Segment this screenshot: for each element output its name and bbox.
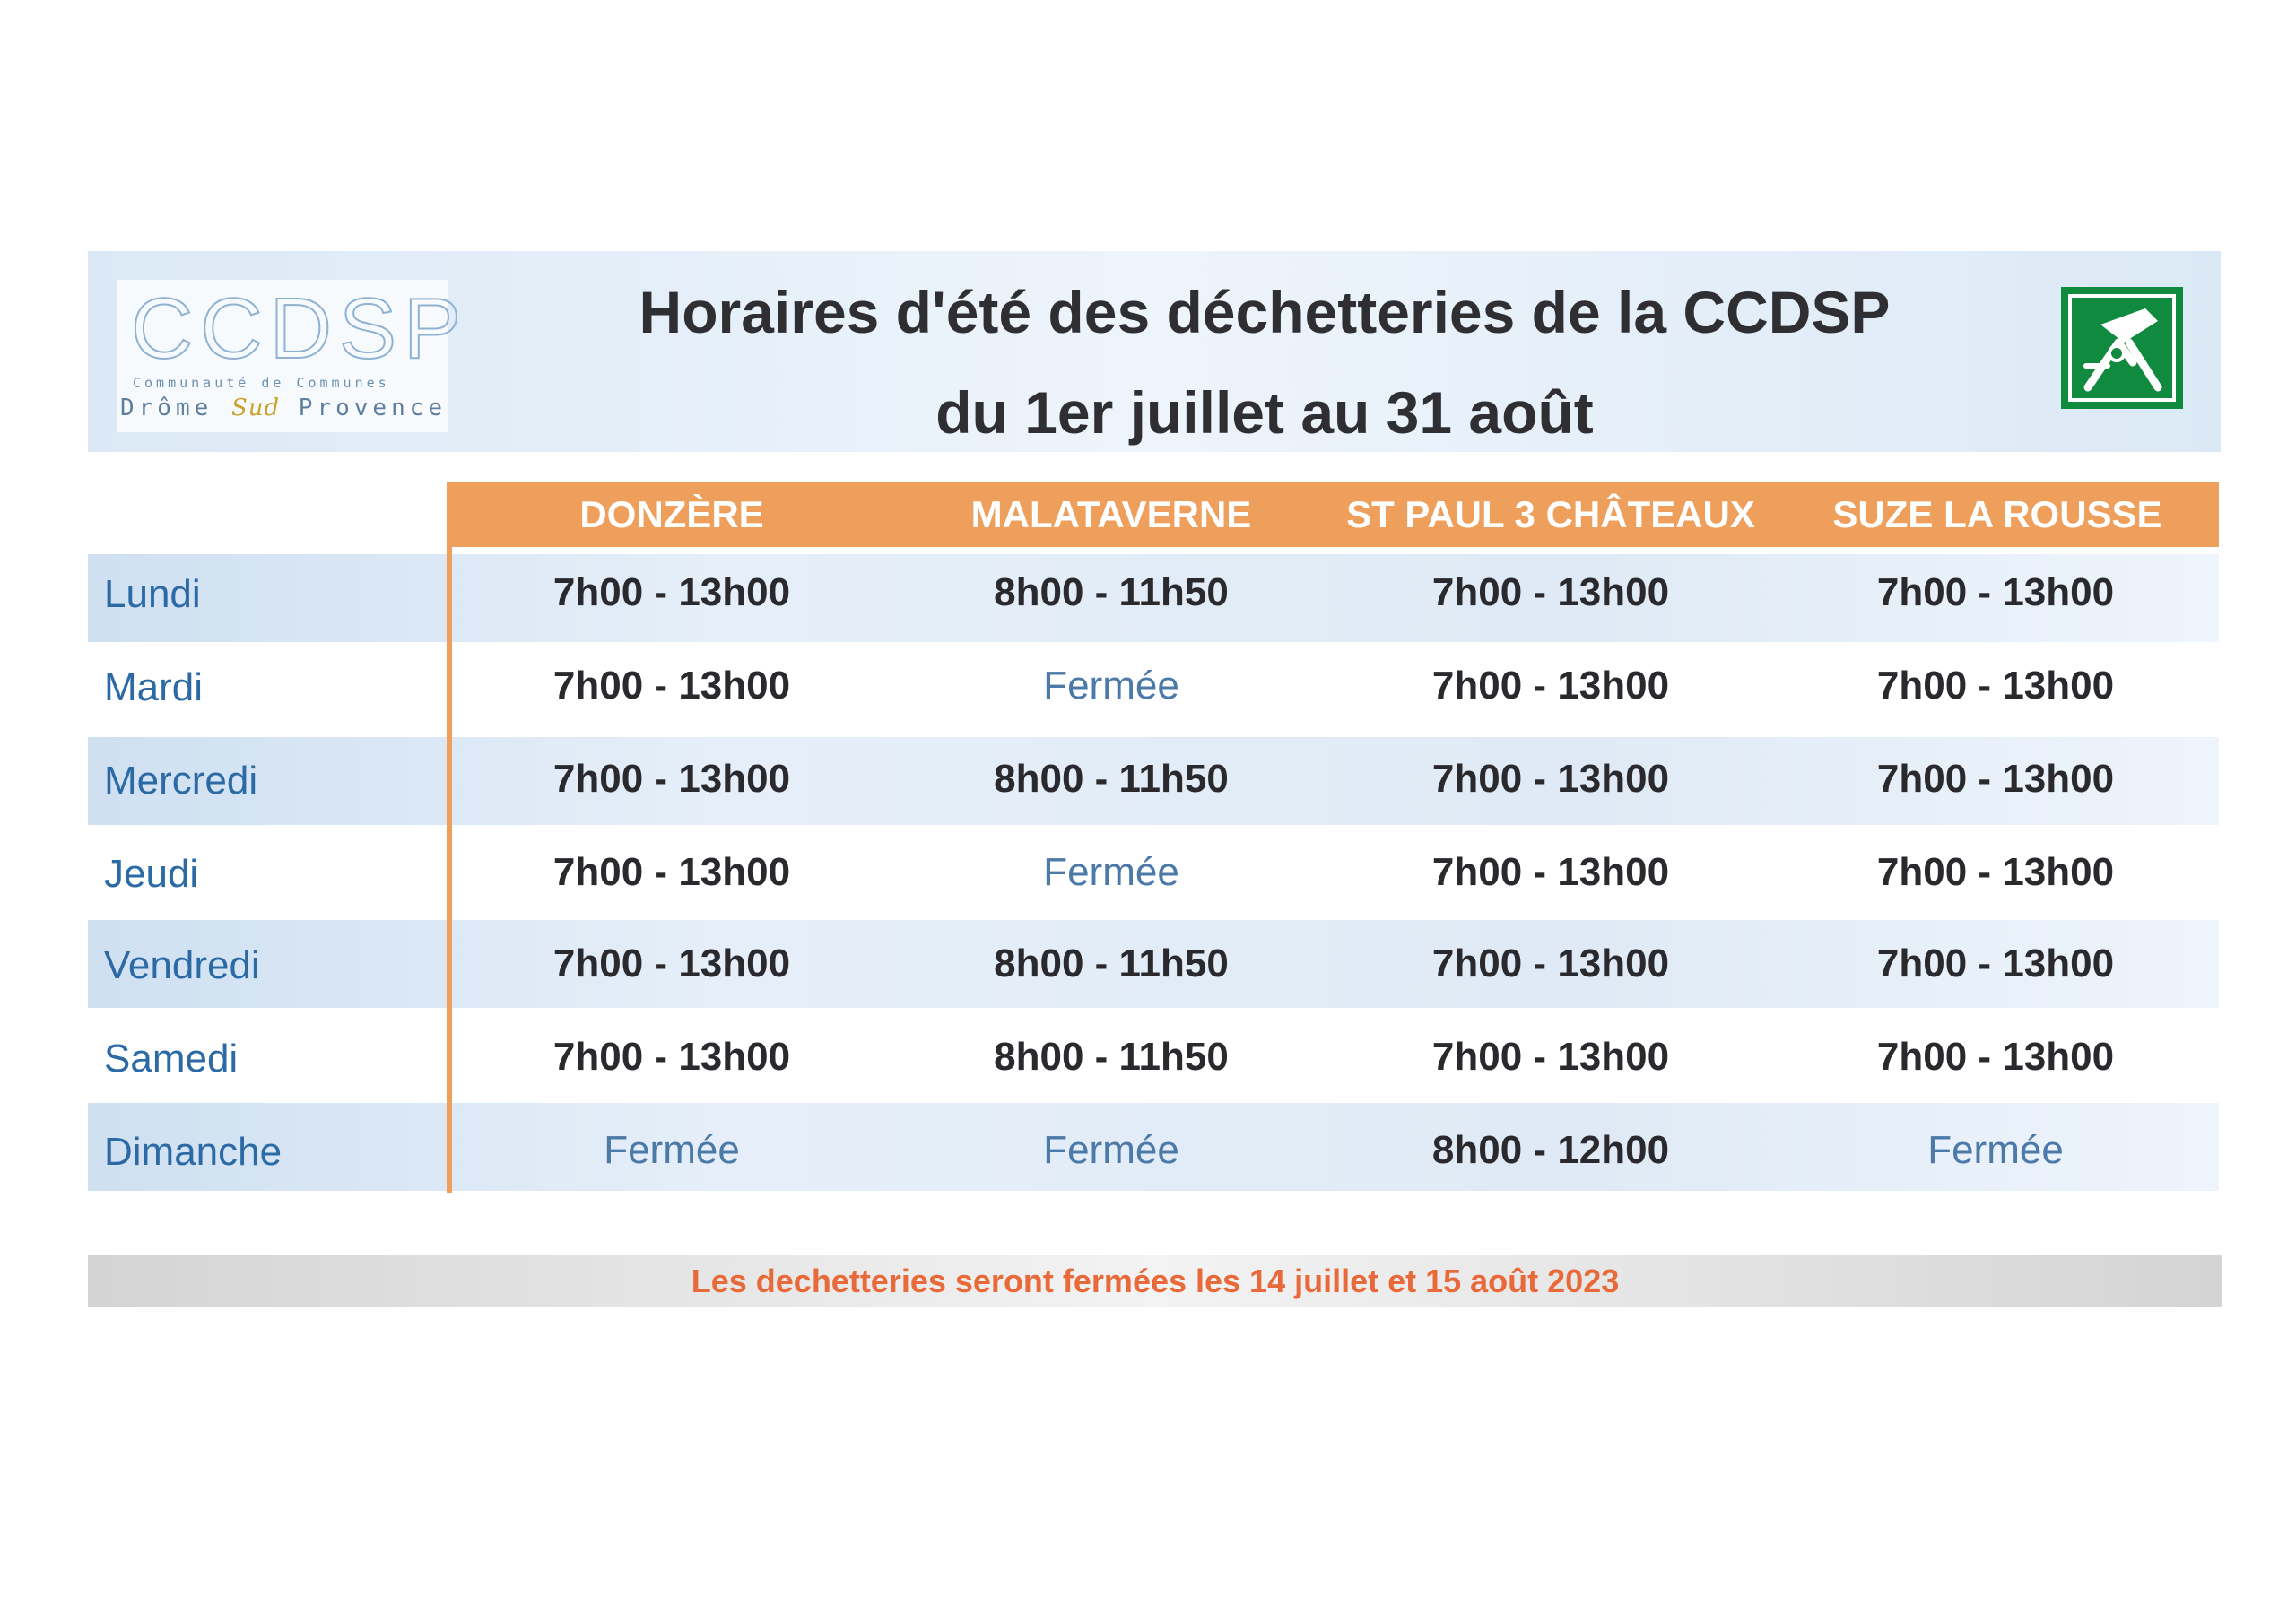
column-header-st-paul: ST PAUL 3 CHÂTEAUX [1346,493,1755,535]
cell-mardi-malataverne: Fermée [1043,664,1179,707]
logo-tag-right: Provence [298,395,448,421]
cell-dimanche-malataverne: Fermée [1043,1128,1179,1172]
day-label-samedi: Samedi [104,1037,239,1081]
cell-lundi-st-paul: 7h00 - 13h00 [1431,570,1670,614]
cell-mardi-donzere: 7h00 - 13h00 [552,664,791,707]
cell-samedi-malataverne: 8h00 - 11h50 [994,1035,1229,1079]
closure-notice: Les dechetteries seront fermées les 14 juillet et 15 août 2023 [691,1263,1620,1299]
column-header-suze: SUZE LA ROUSSE [1832,493,2162,535]
cell-dimanche-suze: Fermée [1927,1128,2064,1172]
cell-vendredi-malataverne: 8h00 - 11h50 [994,942,1229,985]
column-header-malataverne: MALATAVERNE [970,493,1252,535]
cell-vendredi-st-paul: 7h00 - 13h00 [1431,942,1670,985]
cell-lundi-malataverne: 8h00 - 11h50 [994,570,1229,614]
logo-subtitle: Communauté de Communes [133,375,390,391]
logo-tagline [120,395,447,421]
day-label-dimanche: Dimanche [104,1130,283,1174]
cell-samedi-donzere: 7h00 - 13h00 [552,1035,791,1079]
logo-letters: CCDSP [131,281,469,377]
cell-dimanche-donzere: Fermée [604,1128,740,1172]
cell-jeudi-malataverne: Fermée [1043,850,1179,894]
logo-tag-mid: Sud [230,395,281,421]
day-label-mardi: Mardi [104,665,204,709]
title-line-2: du 1er juillet au 31 août [935,379,1594,446]
day-label-lundi: Lundi [104,572,201,616]
day-label-mercredi: Mercredi [104,759,258,803]
cell-samedi-suze: 7h00 - 13h00 [1876,1035,2115,1079]
cell-jeudi-suze: 7h00 - 13h00 [1876,850,2115,894]
title-line-1: Horaires d'été des déchetteries de la CCDSP [639,279,1891,345]
day-label-jeudi: Jeudi [104,852,199,896]
cell-samedi-st-paul: 7h00 - 13h00 [1431,1035,1670,1079]
cell-jeudi-donzere: 7h00 - 13h00 [552,850,791,894]
page-title [502,262,2027,463]
cell-lundi-suze: 7h00 - 13h00 [1876,570,2115,614]
column-header-donzere: DONZÈRE [579,493,764,535]
cell-mercredi-donzere: 7h00 - 13h00 [552,757,791,801]
cell-mercredi-st-paul: 7h00 - 13h00 [1431,757,1670,801]
ccdsp-logo [117,280,469,432]
cell-vendredi-suze: 7h00 - 13h00 [1876,942,2115,985]
logo-tag-left: Drôme [120,395,213,421]
cell-jeudi-st-paul: 7h00 - 13h00 [1431,850,1670,894]
cell-mercredi-malataverne: 8h00 - 11h50 [994,757,1229,801]
cell-lundi-donzere: 7h00 - 13h00 [552,570,791,614]
cell-vendredi-donzere: 7h00 - 13h00 [552,942,791,985]
cell-mercredi-suze: 7h00 - 13h00 [1876,757,2115,801]
cell-dimanche-st-paul: 8h00 - 12h00 [1431,1128,1670,1172]
cell-mardi-suze: 7h00 - 13h00 [1876,664,2115,707]
cell-mardi-st-paul: 7h00 - 13h00 [1431,664,1670,707]
recycling-sign-icon [2061,287,2183,409]
day-label-vendredi: Vendredi [104,943,260,987]
